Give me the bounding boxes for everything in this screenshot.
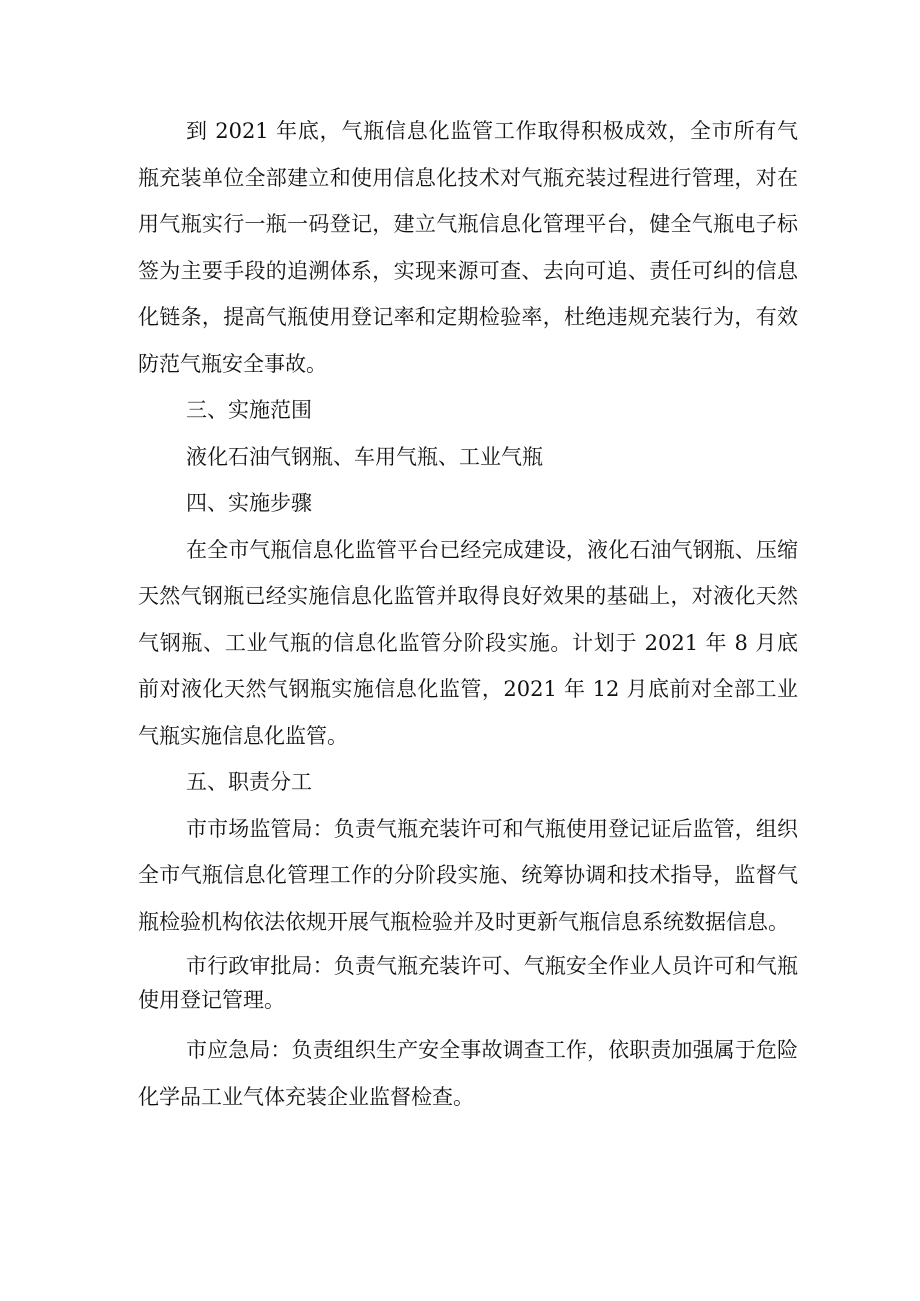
paragraph-market-supervision: 市市场监管局：负责气瓶充装许可和气瓶使用登记证后监管，组织全市气瓶信息化管理工作的分阶段实施、统筹协调和技术指导，监督气瓶检验机构依法依规开展气瓶检验并及时更新气瓶信息系统数据信息。 bbox=[138, 816, 798, 934]
paragraph-goals: 到 2021 年底，气瓶信息化监管工作取得积极成效，全市所有气瓶充装单位全部建立和使用信息化技术对气瓶充装过程进行管理，对在用气瓶实行一瓶一码登记，建立气瓶信息化管理平台，健全气瓶电子标签为主要手段的追溯体系，实现来源可查、去向可追、责任可纠的信息化链条，提高气瓶使用登记率和定期检验率，杜绝违规充装行为，有效防范气瓶安全事故。 bbox=[138, 119, 798, 376]
section-heading-duties: 五、职责分工 bbox=[186, 770, 312, 794]
section-heading-scope: 三、实施范围 bbox=[186, 398, 312, 422]
section-heading-steps: 四、实施步骤 bbox=[186, 491, 312, 515]
paragraph-steps: 在全市气瓶信息化监管平台已经完成建设，液化石油气钢瓶、压缩天然气钢瓶已经实施信息化监管并取得良好效果的基础上，对液化天然气钢瓶、工业气瓶的信息化监管分阶段实施。计划于 2021 年 8 月底前对液化天然气钢瓶实施信息化监管，2021 年 12 月底前对全部工业气瓶实施信息化监管。 bbox=[138, 537, 798, 748]
paragraph-administrative-approval: 市行政审批局：负责气瓶充装许可、气瓶安全作业人员许可和气瓶使用登记管理。 bbox=[138, 954, 798, 1012]
paragraph-scope: 液化石油气钢瓶、车用气瓶、工业气瓶 bbox=[186, 444, 543, 469]
document-page bbox=[138, 108, 798, 1120]
paragraph-emergency-management: 市应急局：负责组织生产安全事故调查工作，依职责加强属于危险化学品工业气体充装企业监督检查。 bbox=[138, 1038, 798, 1109]
